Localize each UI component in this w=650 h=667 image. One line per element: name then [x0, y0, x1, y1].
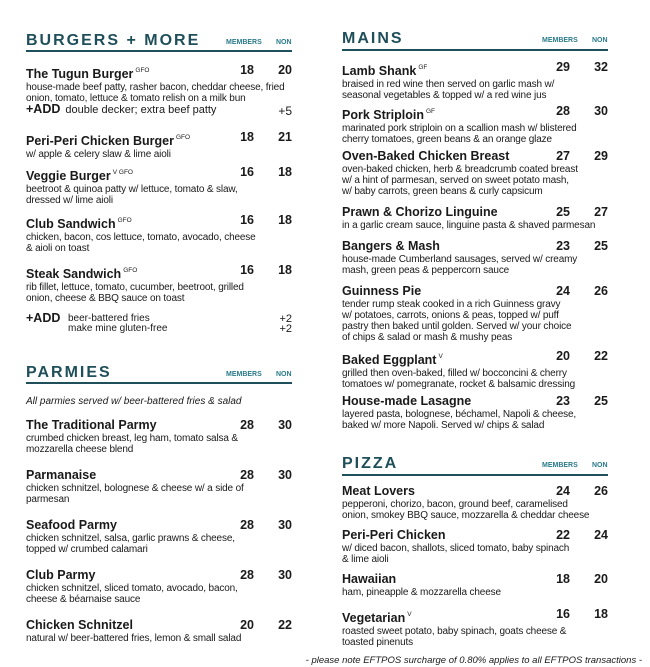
members-column-header: MEMBERS — [226, 371, 262, 378]
item-name-text: Club Sandwich — [26, 217, 116, 231]
dietary-tag: V — [407, 611, 412, 618]
addon-price: +2 — [279, 323, 292, 335]
item-name-text: Peri-Peri Chicken Burger — [26, 134, 174, 148]
item-description: parmesan — [26, 494, 70, 505]
item-name-text: Peri-Peri Chicken — [342, 528, 446, 542]
section-title: BURGERS + MORE — [26, 32, 201, 49]
members-price: 23 — [556, 239, 570, 253]
item-description: onion, tomato, lettuce & tomato relish on a milk bun — [26, 93, 246, 104]
dietary-tag: GFO — [175, 134, 191, 141]
item-name-text: Seafood Parmy — [26, 518, 118, 532]
non-members-column-header: NON — [276, 371, 292, 378]
item-description: marinated pork striploin on a scallion mash w/ blistered — [342, 123, 577, 134]
item-description: & aioli on toast — [26, 243, 90, 254]
non-members-price: 24 — [594, 528, 608, 542]
members-price: 29 — [556, 60, 570, 74]
dietary-tag: V GFO — [112, 169, 133, 176]
menu-item — [26, 263, 292, 304]
members-price: 20 — [556, 349, 570, 363]
menu-item — [26, 63, 292, 104]
addon-price: +5 — [278, 104, 292, 118]
members-price: 28 — [240, 568, 254, 582]
non-members-price: 18 — [278, 165, 292, 179]
item-description: toasted pinenuts — [342, 637, 413, 648]
item-description: mash, green peas & peppercorn sauce — [342, 265, 510, 276]
item-description: beetroot & quinoa patty w/ lettuce, tomato & slaw, — [26, 184, 238, 195]
item-name-text: Lamb Shank — [342, 64, 417, 78]
item-name-text: Guinness Pie — [342, 284, 422, 298]
item-name-text: Club Parmy — [26, 568, 96, 582]
menu-item — [26, 165, 292, 206]
item-description: layered pasta, bolognese, béchamel, Napoli & cheese, — [342, 409, 577, 420]
item-description: chicken schnitzel, sliced tomato, avocado, bacon, — [26, 583, 238, 594]
addon-price: +2 — [279, 313, 292, 325]
members-column-header: MEMBERS — [226, 39, 262, 46]
menu-item — [26, 518, 292, 555]
dietary-tag: GF — [425, 108, 435, 115]
item-description: house-made beef patty, rasher bacon, cheddar cheese, fried — [26, 82, 285, 93]
menu-item — [342, 149, 608, 197]
item-description: in a garlic cream sauce, linguine pasta & shaved parmesan — [342, 220, 596, 231]
members-price: 20 — [240, 618, 254, 632]
item-description: ham, pineapple & mozzarella cheese — [342, 587, 501, 598]
menu-item — [342, 394, 608, 431]
menu-item — [26, 568, 292, 605]
item-description: dressed w/ lime aioli — [26, 195, 113, 206]
item-description: braised in red wine then served on garlic mash w/ — [342, 79, 555, 90]
members-price: 28 — [240, 468, 254, 482]
item-description: oven-baked chicken, herb & breadcrumb coated breast — [342, 164, 578, 175]
item-name-text: Meat Lovers — [342, 484, 415, 498]
item-description: cherry tomatoes, green beans & an orange glaze — [342, 134, 552, 145]
item-name-text: Baked Eggplant — [342, 353, 437, 367]
section-divider — [342, 474, 608, 476]
item-description: mozzarella cheese blend — [26, 444, 134, 455]
item-name-text: Prawn & Chorizo Linguine — [342, 205, 498, 219]
menu-item — [26, 618, 292, 644]
menu-item — [342, 572, 608, 598]
members-price: 24 — [556, 284, 570, 298]
item-description: grilled then oven-baked, filled w/ bocconcini & cherry — [342, 368, 567, 379]
members-price: 16 — [240, 165, 254, 179]
item-description: rib fillet, lettuce, tomato, cucumber, beetroot, grilled — [26, 282, 244, 293]
non-members-column-header: NON — [592, 37, 608, 44]
item-description: w/ apple & celery slaw & lime aioli — [26, 149, 171, 160]
addon-text: make mine gluten-free — [68, 323, 168, 334]
members-price: 23 — [556, 394, 570, 408]
item-description: tender rump steak cooked in a rich Guinness gravy — [342, 299, 561, 310]
non-members-price: 18 — [594, 607, 608, 621]
non-members-price: 21 — [278, 130, 292, 144]
menu-item — [342, 349, 608, 390]
item-description: w/ potatoes, carrots, onions & peas, topped w/ puff — [342, 310, 559, 321]
menu-item — [26, 213, 292, 254]
non-members-price: 22 — [278, 618, 292, 632]
item-name-text: Veggie Burger — [26, 169, 111, 183]
item-description: & lime aioli — [342, 554, 389, 565]
non-members-price: 32 — [594, 60, 608, 74]
item-description: house-made Cumberland sausages, served w/ creamy — [342, 254, 578, 265]
menu-item — [342, 607, 608, 648]
non-members-price: 18 — [278, 263, 292, 277]
dietary-tag: GFO — [135, 67, 150, 74]
item-description: baked w/ more Napoli. Served w/ chips & salad — [342, 420, 545, 431]
non-members-price: 26 — [594, 484, 608, 498]
item-description: cheese & béarnaise sauce — [26, 594, 141, 605]
dietary-tag: GFO — [117, 217, 132, 224]
item-name-text: Parmanaise — [26, 468, 97, 482]
section-divider — [26, 50, 292, 52]
members-price: 28 — [556, 104, 570, 118]
non-members-column-header: NON — [592, 462, 608, 469]
members-price: 27 — [556, 149, 570, 163]
dietary-tag: GF — [418, 64, 428, 71]
item-name-text: Pork Striploin — [342, 108, 424, 122]
dietary-tag: V — [438, 353, 443, 360]
non-members-price: 30 — [594, 104, 608, 118]
menu-item — [26, 418, 292, 455]
section-divider — [342, 49, 608, 51]
members-price: 16 — [556, 607, 570, 621]
item-name-text: Bangers & Mash — [342, 239, 440, 253]
members-price: 18 — [240, 63, 254, 77]
members-price: 24 — [556, 484, 570, 498]
dietary-tag: GFO — [123, 267, 138, 274]
item-description: pepperoni, chorizo, bacon, ground beef, caramelised — [342, 499, 568, 510]
members-price: 28 — [240, 418, 254, 432]
menu-item — [342, 528, 608, 565]
item-name-text: Steak Sandwich — [26, 267, 122, 281]
non-members-price: 20 — [594, 572, 608, 586]
section-title: MAINS — [342, 30, 404, 47]
non-members-price: 30 — [278, 468, 292, 482]
item-description: chicken schnitzel, bolognese & cheese w/ a side of — [26, 483, 244, 494]
addon-label: +ADD — [26, 311, 61, 325]
menu-item — [342, 60, 608, 101]
item-description: pastry then baked until golden. Served w/ your choice — [342, 321, 572, 332]
section-note: All parmies served w/ beer-battered fries & salad — [26, 396, 242, 407]
item-description: chicken schnitzel, salsa, garlic prawns & cheese, — [26, 533, 235, 544]
item-description: onion, cheese & BBQ sauce on toast — [26, 293, 185, 304]
menu-item — [342, 205, 608, 231]
addon-label: +ADD — [26, 102, 61, 116]
non-members-price: 30 — [278, 518, 292, 532]
menu-item — [342, 104, 608, 145]
members-price: 18 — [556, 572, 570, 586]
menu-item — [342, 239, 608, 276]
item-description: of chips & salad or mash & mushy peas — [342, 332, 513, 343]
item-description: w/ baby carrots, green beans & curly capsicum — [342, 186, 543, 197]
non-members-price: 29 — [594, 149, 608, 163]
item-description: topped w/ crumbed calamari — [26, 544, 148, 555]
eftpos-surcharge-note: - please note EFTPOS surcharge of 0.80% applies to all EFTPOS transactions - — [305, 655, 642, 666]
item-description: tomatoes w/ pomegranate, rocket & balsamic dressing — [342, 379, 576, 390]
non-members-price: 26 — [594, 284, 608, 298]
menu-item — [26, 468, 292, 505]
item-description: w/ diced bacon, shallots, sliced tomato, baby spinach — [342, 543, 570, 554]
non-members-price: 30 — [278, 418, 292, 432]
non-members-column-header: NON — [276, 39, 292, 46]
item-description: crumbed chicken breast, leg ham, tomato salsa & — [26, 433, 238, 444]
item-name-text: The Tugun Burger — [26, 67, 134, 81]
non-members-price: 25 — [594, 239, 608, 253]
members-price: 16 — [240, 263, 254, 277]
non-members-price: 30 — [278, 568, 292, 582]
item-name-text: Hawaiian — [342, 572, 397, 586]
item-description: natural w/ beer-battered fries, lemon & small salad — [26, 633, 242, 644]
members-column-header: MEMBERS — [542, 37, 578, 44]
members-price: 22 — [556, 528, 570, 542]
non-members-price: 18 — [278, 213, 292, 227]
addon-text: beer-battered fries — [68, 313, 150, 324]
item-description: chicken, bacon, cos lettuce, tomato, avocado, cheese — [26, 232, 256, 243]
item-description: onion, smokey BBQ sauce, mozzarella & cheddar cheese — [342, 510, 590, 521]
item-name-text: The Traditional Parmy — [26, 418, 157, 432]
addon-text: double decker; extra beef patty — [65, 104, 217, 116]
non-members-price: 25 — [594, 394, 608, 408]
item-name-text: Vegetarian — [342, 611, 406, 625]
item-description: w/ a hint of parmesan, served on sweet potato mash, — [342, 175, 569, 186]
section-title: PIZZA — [342, 455, 399, 472]
non-members-price: 22 — [594, 349, 608, 363]
menu-item — [26, 130, 292, 160]
addon-tugun — [26, 102, 292, 116]
item-name-text: Chicken Schnitzel — [26, 618, 133, 632]
section-title: PARMIES — [26, 364, 112, 381]
members-price: 25 — [556, 205, 570, 219]
section-divider — [26, 382, 292, 384]
members-price: 18 — [240, 130, 254, 144]
item-name-text: House-made Lasagne — [342, 394, 472, 408]
non-members-price: 27 — [594, 205, 608, 219]
item-description: seasonal vegetables & topped w/ a red wine jus — [342, 90, 547, 101]
item-name-text: Oven-Baked Chicken Breast — [342, 149, 510, 163]
members-price: 28 — [240, 518, 254, 532]
members-price: 16 — [240, 213, 254, 227]
item-description: roasted sweet potato, baby spinach, goats cheese & — [342, 626, 567, 637]
members-column-header: MEMBERS — [542, 462, 578, 469]
menu-item — [342, 284, 608, 343]
menu-item — [342, 484, 608, 521]
non-members-price: 20 — [278, 63, 292, 77]
